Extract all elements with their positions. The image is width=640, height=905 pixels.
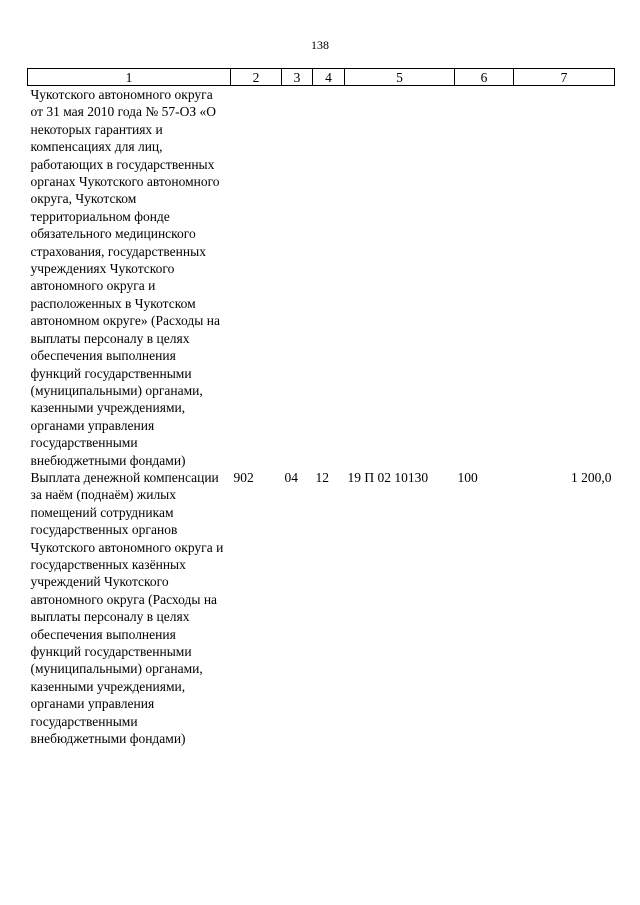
row-target-article: 19 П 02 10130 xyxy=(347,469,429,485)
column-header-5: 5 xyxy=(345,69,455,86)
row-expense-type: 100 xyxy=(457,469,478,485)
row-name: Чукотского автономного округа от 31 мая 2010 года № 57-ОЗ «О некоторых гарантиях и компенсациях для лиц, работающих в государственных органах Чукотского автономного округа, Чукотском территориальном фонде обязательного медицинского страхования, государственных учреждениях Чукотского автономного округа и расположенных в Чукотском автономном округе» (Расходы на выплаты персоналу в целях обеспечения выполнения функций государственными (муниципальными) органами, казенными учреждениями, органами управления государственными внебюджетными фондами) xyxy=(30,87,220,468)
page-number: 138 xyxy=(311,38,329,52)
column-header-4: 4 xyxy=(313,69,345,86)
table-row xyxy=(28,86,615,469)
column-header-1: 1 xyxy=(28,69,231,86)
row-target-article xyxy=(345,86,455,469)
row-section-code: 04 xyxy=(284,469,298,485)
row-section-code xyxy=(282,86,313,469)
row-subsection-code: 12 xyxy=(315,469,329,485)
column-header-7: 7 xyxy=(514,69,615,86)
row-amount xyxy=(514,86,615,469)
column-header-3: 3 xyxy=(282,69,313,86)
row-ministry-code: 902 xyxy=(233,469,254,485)
row-subsection-code xyxy=(313,86,345,469)
column-header-2: 2 xyxy=(231,69,282,86)
row-ministry-code xyxy=(231,86,282,469)
budget-table xyxy=(27,68,615,747)
header-row xyxy=(28,69,615,86)
row-name: Выплата денежной компенсации за наём (поднаём) жилых помещений сотрудникам государственных органов Чукотского автономного округа и государственных казённых учреждений Чукотского автономного округа (Расходы на выплаты персоналу в целях обеспечения выполнения функций государственными (муниципальными) органами, казенными учреждениями, органами управления государственными внебюджетными фондами) xyxy=(30,469,224,747)
row-expense-type xyxy=(455,86,514,469)
table-row xyxy=(28,469,615,748)
column-header-6: 6 xyxy=(455,69,514,86)
row-amount: 1 200,0 xyxy=(571,469,612,485)
